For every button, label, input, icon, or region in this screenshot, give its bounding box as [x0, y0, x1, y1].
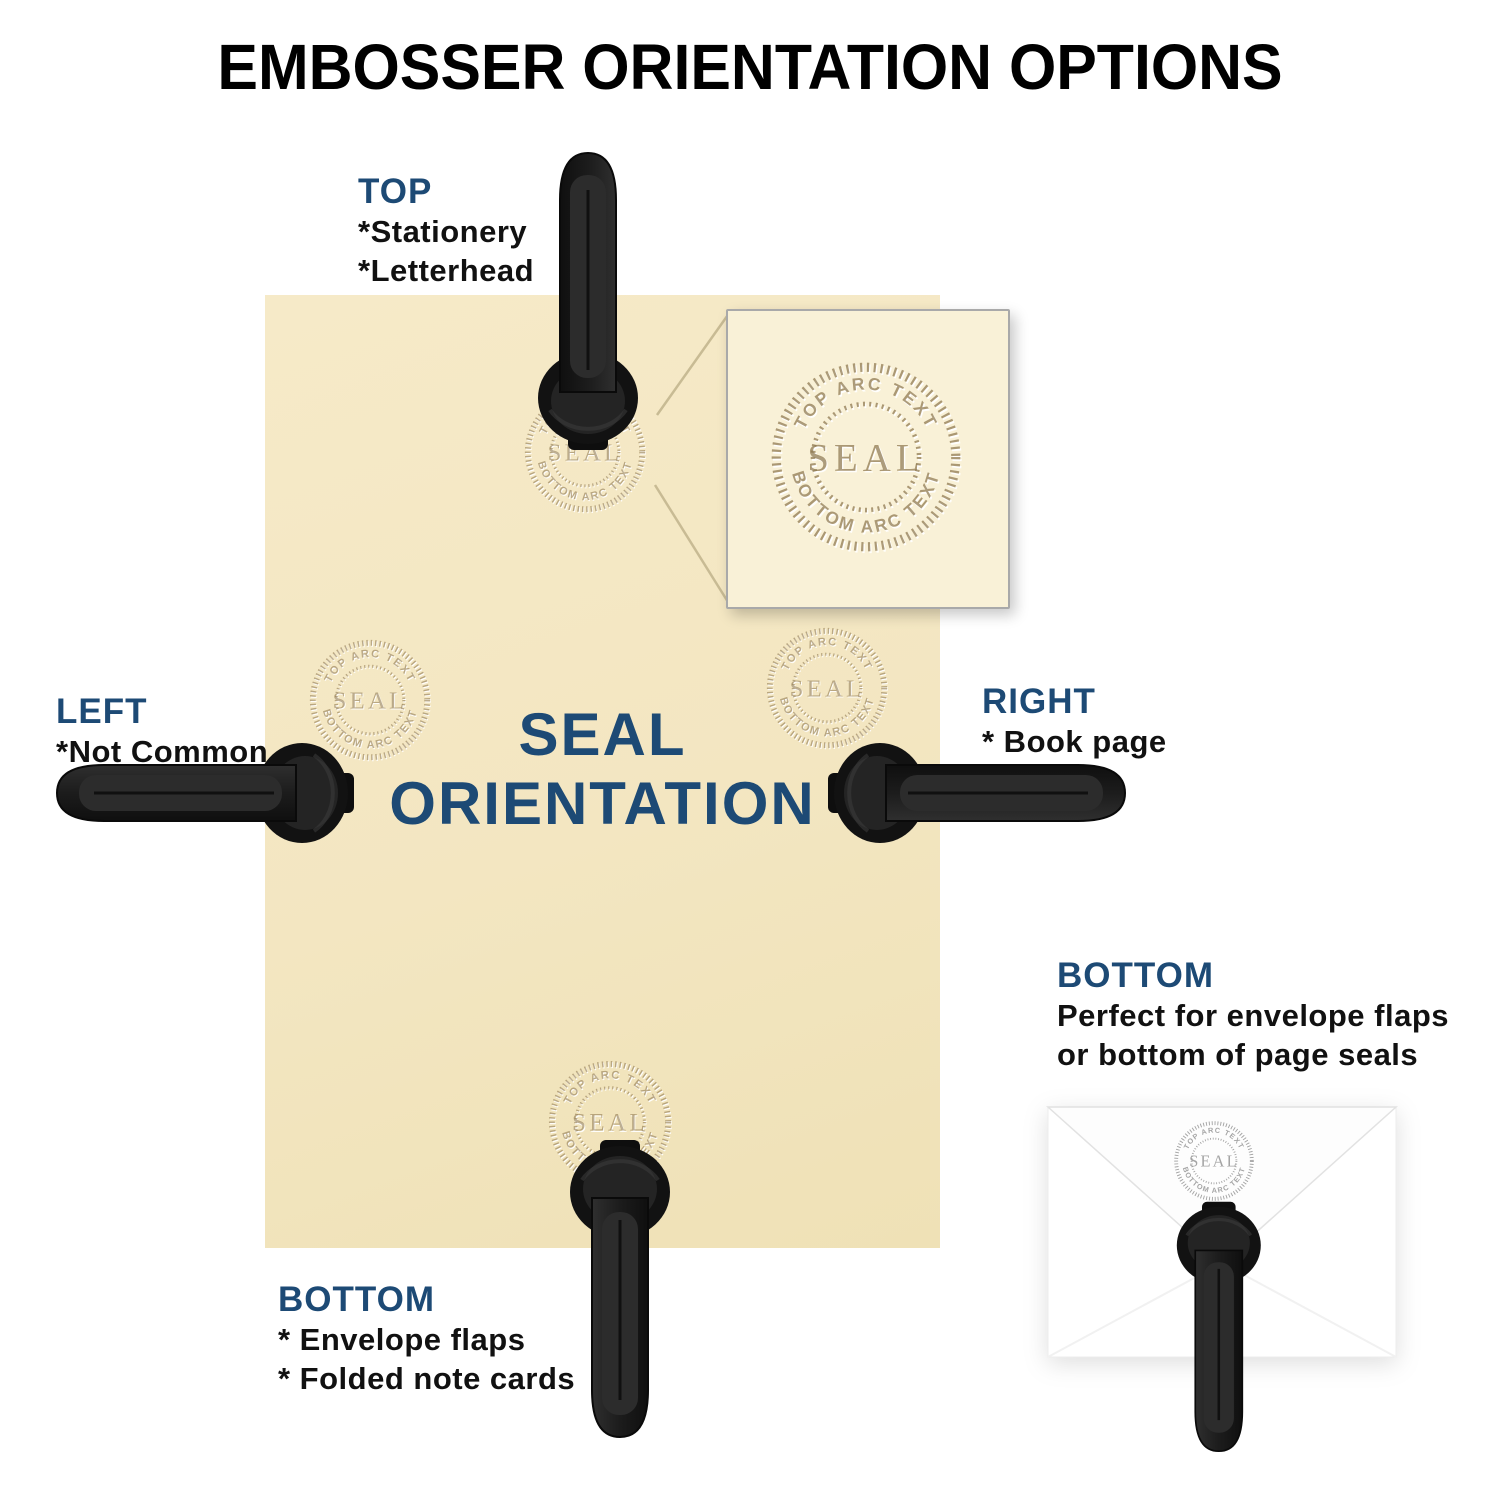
orientation-label-right — [982, 682, 1167, 761]
orientation-item: * Book page — [982, 724, 1167, 759]
seal-orientation-line2: ORIENTATION — [389, 770, 816, 837]
embossed-seal-inset — [764, 355, 968, 559]
embossed-seal-envelope — [1171, 1118, 1257, 1204]
orientation-item: *Stationery — [358, 214, 528, 249]
embosser-top — [518, 133, 658, 458]
orientation-heading-bottom: BOTTOM — [278, 1280, 436, 1319]
seal-orientation-line1: SEAL — [518, 701, 687, 768]
orientation-heading-left: LEFT — [56, 692, 148, 731]
orientation-description-line1: Perfect for envelope flaps — [1057, 998, 1450, 1033]
orientation-item: *Letterhead — [358, 253, 535, 288]
orientation-label-bottom — [278, 1280, 575, 1398]
seal-detail-inset — [726, 309, 1010, 609]
orientation-item: *Not Common — [56, 734, 269, 769]
orientation-label-top — [358, 172, 534, 290]
orientation-heading-top: TOP — [358, 172, 433, 211]
orientation-label-left — [56, 692, 268, 771]
orientation-heading-right: RIGHT — [982, 682, 1096, 721]
orientation-heading-bottom-right: BOTTOM — [1057, 956, 1215, 995]
orientation-label-bottom-right — [1057, 956, 1449, 1074]
orientation-item: * Envelope flaps — [278, 1322, 526, 1357]
embosser-envelope — [1160, 1195, 1278, 1468]
orientation-description-line2: or bottom of page seals — [1057, 1037, 1419, 1072]
page-title: EMBOSSER ORIENTATION OPTIONS — [217, 31, 1283, 103]
orientation-item: * Folded note cards — [278, 1361, 576, 1396]
